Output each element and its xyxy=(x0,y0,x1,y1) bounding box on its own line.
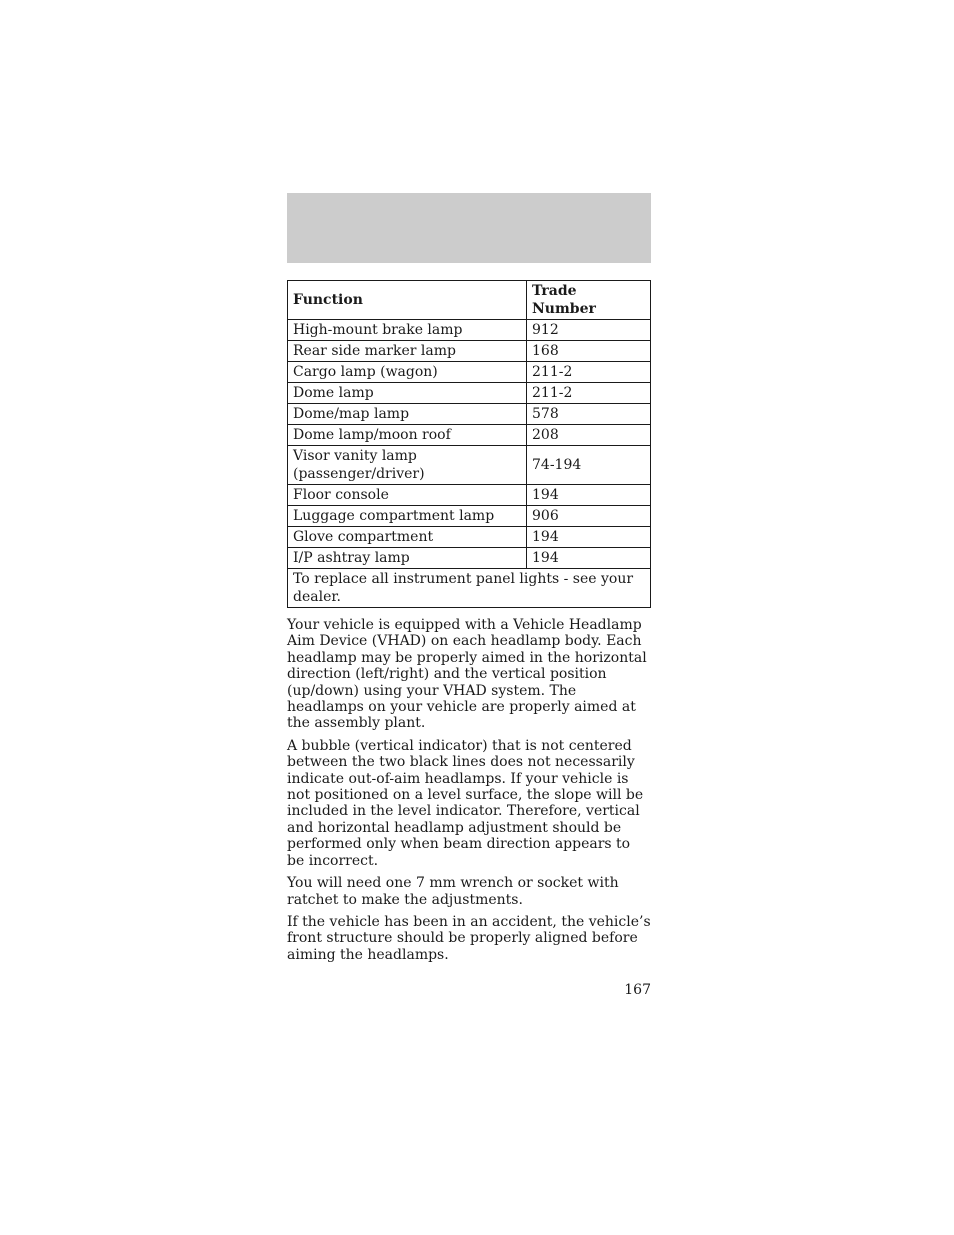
function-cell: Cargo lamp (wagon) xyxy=(288,362,527,383)
table-row xyxy=(288,341,651,362)
function-cell: Glove compartment xyxy=(288,527,527,548)
function-cell: Floor console xyxy=(288,485,527,506)
table-note-row xyxy=(288,569,651,608)
trade-number-cell: 578 xyxy=(527,404,651,425)
function-cell: Dome lamp/moon roof xyxy=(288,425,527,446)
function-cell: High-mount brake lamp xyxy=(288,320,527,341)
function-cell: Luggage compartment lamp xyxy=(288,506,527,527)
paragraph: Your vehicle is equipped with a Vehicle Headlamp Aim Device (VHAD) on each headlamp body. Each headlamp may be properly aimed in the horizontal direction (left/right) and the vertical position (up/down) using your VHAD system. The headlamps on your vehicle are properly aimed at the assembly plant. xyxy=(287,617,647,732)
trade-number-cell: 168 xyxy=(527,341,651,362)
table-row xyxy=(288,548,651,569)
trade-number-cell: 912 xyxy=(527,320,651,341)
trade-number-cell: 208 xyxy=(527,425,651,446)
trade-number-cell: 194 xyxy=(527,527,651,548)
trade-number-cell: 211-2 xyxy=(527,383,651,404)
function-cell: I/P ashtray lamp xyxy=(288,548,527,569)
column-header-function: Function xyxy=(288,281,527,320)
table-row xyxy=(288,362,651,383)
table-row xyxy=(288,383,651,404)
table-row xyxy=(288,404,651,425)
trade-number-cell: 194 xyxy=(527,485,651,506)
table-header-row xyxy=(288,281,651,320)
table-row xyxy=(288,527,651,548)
function-cell: Rear side marker lamp xyxy=(288,341,527,362)
table-row xyxy=(288,506,651,527)
table-row xyxy=(288,320,651,341)
column-header-trade-number: Trade Number xyxy=(527,281,651,320)
table-row xyxy=(288,425,651,446)
function-cell: Visor vanity lamp (passenger/driver) xyxy=(288,446,527,485)
page-number: 167 xyxy=(624,982,651,998)
table-row xyxy=(288,446,651,485)
trade-number-cell: 74-194 xyxy=(527,446,651,485)
trade-number-cell: 906 xyxy=(527,506,651,527)
table-note: To replace all instrument panel lights - see your dealer. xyxy=(288,569,651,608)
table-row xyxy=(288,485,651,506)
function-cell: Dome lamp xyxy=(288,383,527,404)
paragraph: You will need one 7 mm wrench or socket with ratchet to make the adjustments. xyxy=(287,875,619,908)
header-band xyxy=(287,193,651,263)
paragraph: A bubble (vertical indicator) that is not centered between the two black lines does not necessarily indicate out-of-aim headlamps. If your vehicle is not positioned on a level surface, the slope will be included in the level indicator. Therefore, vertical and horizontal headlamp adjustment should be performed only when beam direction appears to be incorrect. xyxy=(287,737,644,869)
bulb-table xyxy=(287,280,651,608)
paragraph: If the vehicle has been in an accident, the vehicle’s front structure should be properly aligned before aiming the headlamps. xyxy=(287,913,651,963)
trade-number-cell: 211-2 xyxy=(527,362,651,383)
body-text xyxy=(287,617,651,969)
function-cell: Dome/map lamp xyxy=(288,404,527,425)
trade-number-cell: 194 xyxy=(527,548,651,569)
